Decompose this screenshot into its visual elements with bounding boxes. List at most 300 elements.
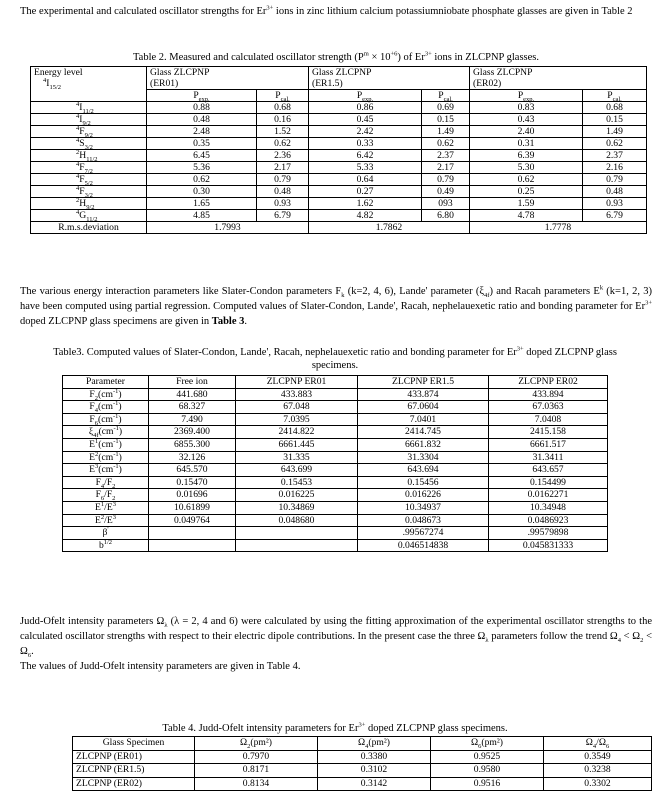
oscillator-strength-value: 4.82 [309, 210, 422, 222]
param-unit: /E [104, 514, 113, 526]
oscillator-strength-value: 0.62 [583, 138, 647, 150]
p-cal-header [422, 90, 470, 102]
oscillator-strength-value: 2.17 [257, 162, 309, 174]
energy-level-row [31, 174, 647, 186]
table2-body [31, 102, 647, 222]
oscillator-strength-value: 0.25 [470, 186, 583, 198]
para-text: doped ZLCPNP glass specimens are given in [20, 316, 212, 327]
p-sub: exp. [362, 95, 374, 103]
parameter-value: 0.048673 [358, 514, 489, 527]
oscillator-strength-value: 5.36 [147, 162, 257, 174]
energy-level-cell [31, 162, 147, 174]
parameter-name [63, 514, 149, 527]
oscillator-strength-value: 0.62 [147, 174, 257, 186]
parameter-value: 6661.517 [489, 438, 608, 451]
parameter-value: 0.048680 [236, 514, 358, 527]
param-close: ) [118, 451, 122, 463]
oscillator-strength-value: 4.85 [147, 210, 257, 222]
oscillator-strength-value: 2.16 [583, 162, 647, 174]
level-sup: 4 [76, 100, 80, 108]
oscillator-strength-value: 0.93 [583, 198, 647, 210]
param-index: 6 [94, 419, 99, 427]
specimen-label: ZLCPNP (ER1.5) [73, 764, 195, 778]
oscillator-strength-value: 0.88 [147, 102, 257, 114]
parameter-value: 2414.745 [358, 426, 489, 439]
header-main: Glass Specimen [102, 737, 165, 748]
para-sub: 6 [27, 652, 32, 660]
glass-label: Glass ZLCPNP [473, 67, 533, 78]
param-exp: 3 [112, 500, 116, 508]
para-sub: λ [164, 622, 168, 630]
para-text: Judd-Ofelt intensity parameters Ω [20, 616, 165, 627]
oscillator-strength-value: 0.64 [309, 174, 422, 186]
p-sub: exp. [198, 95, 210, 103]
judd-ofelt-value: 0.3238 [544, 764, 652, 778]
judd-ofelt-value: 0.7970 [195, 750, 318, 764]
parameter-row [63, 464, 608, 477]
parameter-value: 433.883 [236, 388, 358, 401]
param-main: F [95, 476, 101, 488]
specimen-label: ZLCPNP (ER01) [73, 750, 195, 764]
p-cal-header [583, 90, 647, 102]
oscillator-strength-value: 0.62 [470, 174, 583, 186]
empty-cell [31, 90, 147, 102]
glass-name: (ER01) [150, 78, 179, 89]
level-sup: 2 [76, 148, 80, 156]
para-text: ) and Racah parameters E [489, 286, 600, 297]
p-exp-header [470, 90, 583, 102]
level-sub: 5/2 [84, 179, 93, 187]
level-sub: 11/2 [86, 215, 98, 223]
oscillator-strength-value: 6.42 [309, 150, 422, 162]
level-sup: 4 [76, 172, 80, 180]
level-main: F [79, 186, 85, 197]
judd-ofelt-value: 0.3142 [318, 777, 431, 791]
header-sub: 2 [247, 742, 251, 750]
parameter-value: 10.34948 [489, 501, 608, 514]
specimen-row [73, 764, 652, 778]
level-sup: 4 [76, 160, 80, 168]
param-unit: (cm [98, 438, 114, 450]
level-main: F [79, 174, 85, 185]
oscillator-strength-value: 2.37 [583, 150, 647, 162]
energy-level-cell [31, 198, 147, 210]
level-sup: 4 [76, 208, 80, 216]
energy-level-row [31, 198, 647, 210]
param-close: ) [118, 464, 122, 476]
table2 [30, 66, 647, 234]
parameter-value: 433.894 [489, 388, 608, 401]
header-tail: (pm²) [250, 737, 272, 748]
parameter-value: 0.0486923 [489, 514, 608, 527]
oscillator-strength-value: 0.27 [309, 186, 422, 198]
param-index: 6 [100, 495, 105, 503]
parameter-value: 643.699 [236, 464, 358, 477]
rms-value: 1.7993 [147, 222, 309, 234]
parameter-value: 6661.445 [236, 438, 358, 451]
parameter-value: 31.3304 [358, 451, 489, 464]
parameter-name [63, 539, 149, 552]
energy-level-row [31, 102, 647, 114]
oscillator-strength-value: 0.31 [470, 138, 583, 150]
specimen-row [73, 750, 652, 764]
level-main: S [79, 138, 85, 149]
energy-level-row [31, 138, 647, 150]
level-main: F [79, 126, 85, 137]
parameter-value: 0.0162271 [489, 489, 608, 502]
parameter-value: 0.15453 [236, 476, 358, 489]
param-index: ' [107, 525, 109, 533]
parameter-value: 0.016226 [358, 489, 489, 502]
parameter-value: 10.34937 [358, 501, 489, 514]
oscillator-strength-value: 1.49 [583, 126, 647, 138]
oscillator-strength-value: 0.62 [422, 138, 470, 150]
table3-caption [30, 346, 640, 372]
para-sub: 4 [617, 637, 621, 645]
param-main: E [89, 438, 96, 450]
parameter-value [236, 539, 358, 552]
caption-sup: 3+ [358, 721, 366, 729]
oscillator-strength-value: 0.15 [583, 114, 647, 126]
parameter-value: 10.61899 [149, 501, 236, 514]
level-sub: 7/2 [84, 167, 93, 175]
oscillator-strength-value: 0.48 [257, 186, 309, 198]
param-close: ) [118, 401, 122, 413]
col-header [73, 737, 195, 751]
level-sub: 9/2 [84, 131, 93, 139]
parameter-value: 645.570 [149, 464, 236, 477]
parameter-row [63, 514, 608, 527]
parameter-value: 0.01696 [149, 489, 236, 502]
param-unit: (cm [98, 388, 113, 400]
judd-ofelt-paragraph [20, 614, 652, 674]
p-sub: cal. [612, 95, 622, 103]
judd-ofelt-value: 0.3302 [544, 777, 652, 791]
oscillator-strength-value: 0.45 [309, 114, 422, 126]
param-main: F [95, 489, 101, 501]
level-sub: 11/2 [82, 107, 94, 115]
p-main: P [517, 90, 524, 101]
table2-subheader-row [31, 90, 647, 102]
table3-body [63, 388, 608, 552]
caption-sup: 3+ [424, 50, 432, 58]
caption-sup: 3+ [516, 345, 524, 353]
p-sub: exp. [523, 95, 535, 103]
param-index: 4 [94, 407, 99, 415]
parameter-name [63, 527, 149, 540]
param-unit: (cm [98, 413, 113, 425]
oscillator-strength-value: 093 [422, 198, 470, 210]
energy-level-row [31, 114, 647, 126]
parameter-value: 0.045831333 [489, 539, 608, 552]
p-sub: cal. [280, 95, 290, 103]
oscillator-strength-value: 0.79 [257, 174, 309, 186]
p-sub: cal. [443, 95, 453, 103]
parameter-row [63, 451, 608, 464]
intro-text-a: The experimental and calculated oscillator strengths for Er [20, 6, 267, 17]
judd-ofelt-value: 0.8171 [195, 764, 318, 778]
ground-state-label [34, 78, 143, 89]
parameter-value: 0.046514838 [358, 539, 489, 552]
parameter-row [63, 438, 608, 451]
para-sub: λ [485, 637, 489, 645]
oscillator-strength-value: 0.68 [257, 102, 309, 114]
p-cal-header [257, 90, 309, 102]
p-main: P [356, 90, 363, 101]
energy-level-cell [31, 138, 147, 150]
para-text: (k=2, 4, 6), Lande' parameter (ξ [344, 286, 485, 297]
param-exp: -1 [112, 387, 119, 395]
caption-text: ions in ZLCPNP glasses. [431, 52, 539, 63]
param-main: E [89, 451, 96, 463]
judd-ofelt-value: 0.9525 [431, 750, 544, 764]
oscillator-strength-value: 0.83 [470, 102, 583, 114]
para-sub: 2 [640, 637, 644, 645]
col-header: ZLCPNP ER1.5 [358, 376, 489, 389]
level-main: F [79, 162, 85, 173]
parameter-value: 0.15470 [149, 476, 236, 489]
col-header [544, 737, 652, 751]
header-sub: 4 [365, 742, 369, 750]
specimen-row [73, 777, 652, 791]
param-close: ) [118, 388, 122, 400]
oscillator-strength-value: 0.79 [583, 174, 647, 186]
param-index: 1 [95, 437, 99, 445]
glass-name: (ER02) [473, 78, 502, 89]
glass-er02-header [470, 67, 647, 90]
caption-text: Table 2. Measured and calculated oscillator strength (P [132, 52, 364, 63]
param-index: 1/2 [103, 538, 113, 546]
parameter-value: 2414.822 [236, 426, 358, 439]
p-exp-header [309, 90, 422, 102]
oscillator-strength-value: 2.36 [257, 150, 309, 162]
parameter-row [63, 413, 608, 426]
energy-level-cell [31, 150, 147, 162]
parameter-name [63, 489, 149, 502]
para-text: (k=1, 2, 3) have been computed using partial regression. Computed values of Slater-Condon, Lande', Racah, nephelauexetic ratio and bonding parameter for Er [20, 286, 652, 312]
param-main: F [89, 401, 95, 413]
level-sup: 4 [76, 184, 80, 192]
parameter-name [63, 464, 149, 477]
parameter-value: 441.680 [149, 388, 236, 401]
param-index: 1 [100, 500, 105, 508]
level-sub: 3/2 [84, 143, 93, 151]
caption-sup: +6 [390, 50, 398, 58]
level-sub: 11/2 [86, 155, 98, 163]
param-close: ) [118, 426, 123, 438]
table4-header-row [73, 737, 652, 751]
table4-caption [70, 722, 600, 735]
judd-ofelt-value: 0.3380 [318, 750, 431, 764]
parameter-row [63, 476, 608, 489]
oscillator-strength-value: 0.35 [147, 138, 257, 150]
param-exp: -1 [112, 412, 119, 420]
glass-name: (ER1.5) [312, 78, 343, 89]
p-main: P [193, 90, 199, 101]
header-sub: 4 [592, 742, 597, 750]
energy-level-cell [31, 114, 147, 126]
judd-ofelt-value: 0.9580 [431, 764, 544, 778]
energy-level-cell [31, 102, 147, 114]
parameter-value: 643.694 [358, 464, 489, 477]
oscillator-strength-value: 0.79 [422, 174, 470, 186]
parameters-paragraph [20, 284, 652, 329]
param-index: 3 [95, 462, 99, 470]
table3 [62, 375, 608, 552]
parameter-value: 31.3411 [489, 451, 608, 464]
level-sup: 4 [76, 124, 80, 132]
parameter-value: 68.327 [149, 401, 236, 414]
ground-state-sup: 4 [43, 76, 47, 84]
oscillator-strength-value: 2.37 [422, 150, 470, 162]
energy-level-row [31, 186, 647, 198]
caption-text: Table 4. Judd-Ofelt intensity parameters for Er [162, 723, 359, 734]
oscillator-strength-value: 0.49 [422, 186, 470, 198]
parameter-value: .99567274 [358, 527, 489, 540]
oscillator-strength-value: 0.43 [470, 114, 583, 126]
parameter-value: 0.15456 [358, 476, 489, 489]
para-text: . [244, 316, 248, 327]
table4-body [73, 750, 652, 791]
level-sub: 9/2 [86, 203, 95, 211]
energy-level-header [31, 67, 147, 90]
oscillator-strength-value: 4.78 [470, 210, 583, 222]
param-main: E [95, 501, 101, 513]
oscillator-strength-value: 6.79 [257, 210, 309, 222]
energy-level-cell [31, 126, 147, 138]
parameter-value: 10.34869 [236, 501, 358, 514]
oscillator-strength-value: 5.30 [470, 162, 583, 174]
p-exp-header [147, 90, 257, 102]
parameter-row [63, 426, 608, 439]
parameter-value [149, 527, 236, 540]
oscillator-strength-value: 0.48 [147, 114, 257, 126]
param-unit: (cm [98, 401, 113, 413]
parameter-value: 7.490 [149, 413, 236, 426]
rms-row [31, 222, 647, 234]
parameter-row [63, 401, 608, 414]
parameter-value: 6855.300 [149, 438, 236, 451]
para-text: < Ω [620, 631, 641, 642]
oscillator-strength-value: 6.45 [147, 150, 257, 162]
energy-level-row [31, 162, 647, 174]
parameter-name [63, 413, 149, 426]
level-main: I [79, 114, 83, 125]
parameter-row [63, 501, 608, 514]
table4 [72, 736, 652, 791]
level-main: H [79, 198, 87, 209]
judd-ofelt-value: 0.3102 [318, 764, 431, 778]
param-main: ξ [88, 426, 94, 438]
intro-text-b: ions in zinc lithium calcium potassiumniobate phosphate glasses are given in Table 2 [273, 6, 633, 17]
judd-ofelt-value: 0.3549 [544, 750, 652, 764]
parameter-value: 0.016225 [236, 489, 358, 502]
param-main: β [102, 527, 108, 539]
col-header [318, 737, 431, 751]
parameter-name [63, 476, 149, 489]
param-unit: (cm [98, 451, 114, 463]
table3-reference: Table 3 [211, 316, 245, 327]
level-sup: 4 [76, 136, 80, 144]
p-main: P [607, 90, 613, 101]
parameter-value: 2415.158 [489, 426, 608, 439]
table3-header-row [63, 376, 608, 389]
parameter-value: 6661.832 [358, 438, 489, 451]
parameter-value: 7.0401 [358, 413, 489, 426]
header-main: Ω [471, 737, 479, 748]
parameter-value [149, 539, 236, 552]
intro-ion-sup: 3+ [266, 4, 274, 12]
rms-value: 1.7778 [470, 222, 647, 234]
energy-level-row [31, 210, 647, 222]
parameter-value: 433.874 [358, 388, 489, 401]
param-unit: /F [104, 489, 113, 501]
col-header: Parameter [63, 376, 149, 389]
oscillator-strength-value: 1.62 [309, 198, 422, 210]
oscillator-strength-value: 0.15 [422, 114, 470, 126]
header-tail: (pm²) [368, 737, 390, 748]
level-sup: 4 [76, 112, 80, 120]
oscillator-strength-value: 1.49 [422, 126, 470, 138]
ground-state-main: I [46, 78, 50, 89]
header-main: Ω [358, 737, 366, 748]
param-unit: /F [104, 476, 113, 488]
param-index: 4f [93, 432, 99, 440]
parameter-value: 32.126 [149, 451, 236, 464]
energy-level-row [31, 126, 647, 138]
param-exp: -1 [113, 462, 119, 470]
judd-ofelt-value: 0.8134 [195, 777, 318, 791]
oscillator-strength-value: 6.80 [422, 210, 470, 222]
parameter-value: 0.049764 [149, 514, 236, 527]
parameter-value: .99579898 [489, 527, 608, 540]
header-main: Ω [585, 737, 593, 748]
caption-text: doped ZLCPNP glass specimens. [311, 347, 617, 371]
table2-header-row [31, 67, 647, 90]
param-main: E [89, 464, 96, 476]
col-header: ZLCPNP ER02 [489, 376, 608, 389]
oscillator-strength-value: 0.48 [583, 186, 647, 198]
judd-ofelt-value: 0.9516 [431, 777, 544, 791]
oscillator-strength-value: 0.16 [257, 114, 309, 126]
level-main: H [79, 150, 87, 161]
judd-ofelt-text [20, 614, 652, 659]
caption-sup: m [363, 50, 369, 58]
oscillator-strength-value: 2.48 [147, 126, 257, 138]
oscillator-strength-value: 0.86 [309, 102, 422, 114]
ground-state-sub: 15/2 [49, 83, 62, 91]
para-sup: k [599, 284, 604, 292]
para-text: (λ = 2, 4 and 6) were calculated by using the fitting approximation of the experimental oscillator strengths to the calculated oscillator strengths with respect to their electric dipole contributions. In the present case the three Ω [20, 616, 653, 642]
oscillator-strength-value: 0.68 [583, 102, 647, 114]
level-main: I [79, 102, 83, 113]
para-text: The various energy interaction parameters like Slater-Condon parameters F [20, 286, 342, 297]
param-index: 2 [94, 394, 99, 402]
col-header: ZLCPNP ER01 [236, 376, 358, 389]
oscillator-strength-value: 1.65 [147, 198, 257, 210]
level-sup: 2 [76, 196, 80, 204]
energy-level-cell [31, 186, 147, 198]
caption-text: Table3. Computed values of Slater-Condon, Lande', Racah, nephelauexetic ratio and bonding parameter for Er [53, 347, 517, 358]
parameter-row [63, 527, 608, 540]
param-index: 2 [100, 513, 105, 521]
param-close: ) [118, 438, 122, 450]
param-exp: -1 [113, 425, 119, 433]
param-unit: /E [104, 501, 113, 513]
parameter-value: 7.0395 [236, 413, 358, 426]
glass-label: Glass ZLCPNP [150, 67, 210, 78]
para-sub: k [341, 292, 345, 300]
